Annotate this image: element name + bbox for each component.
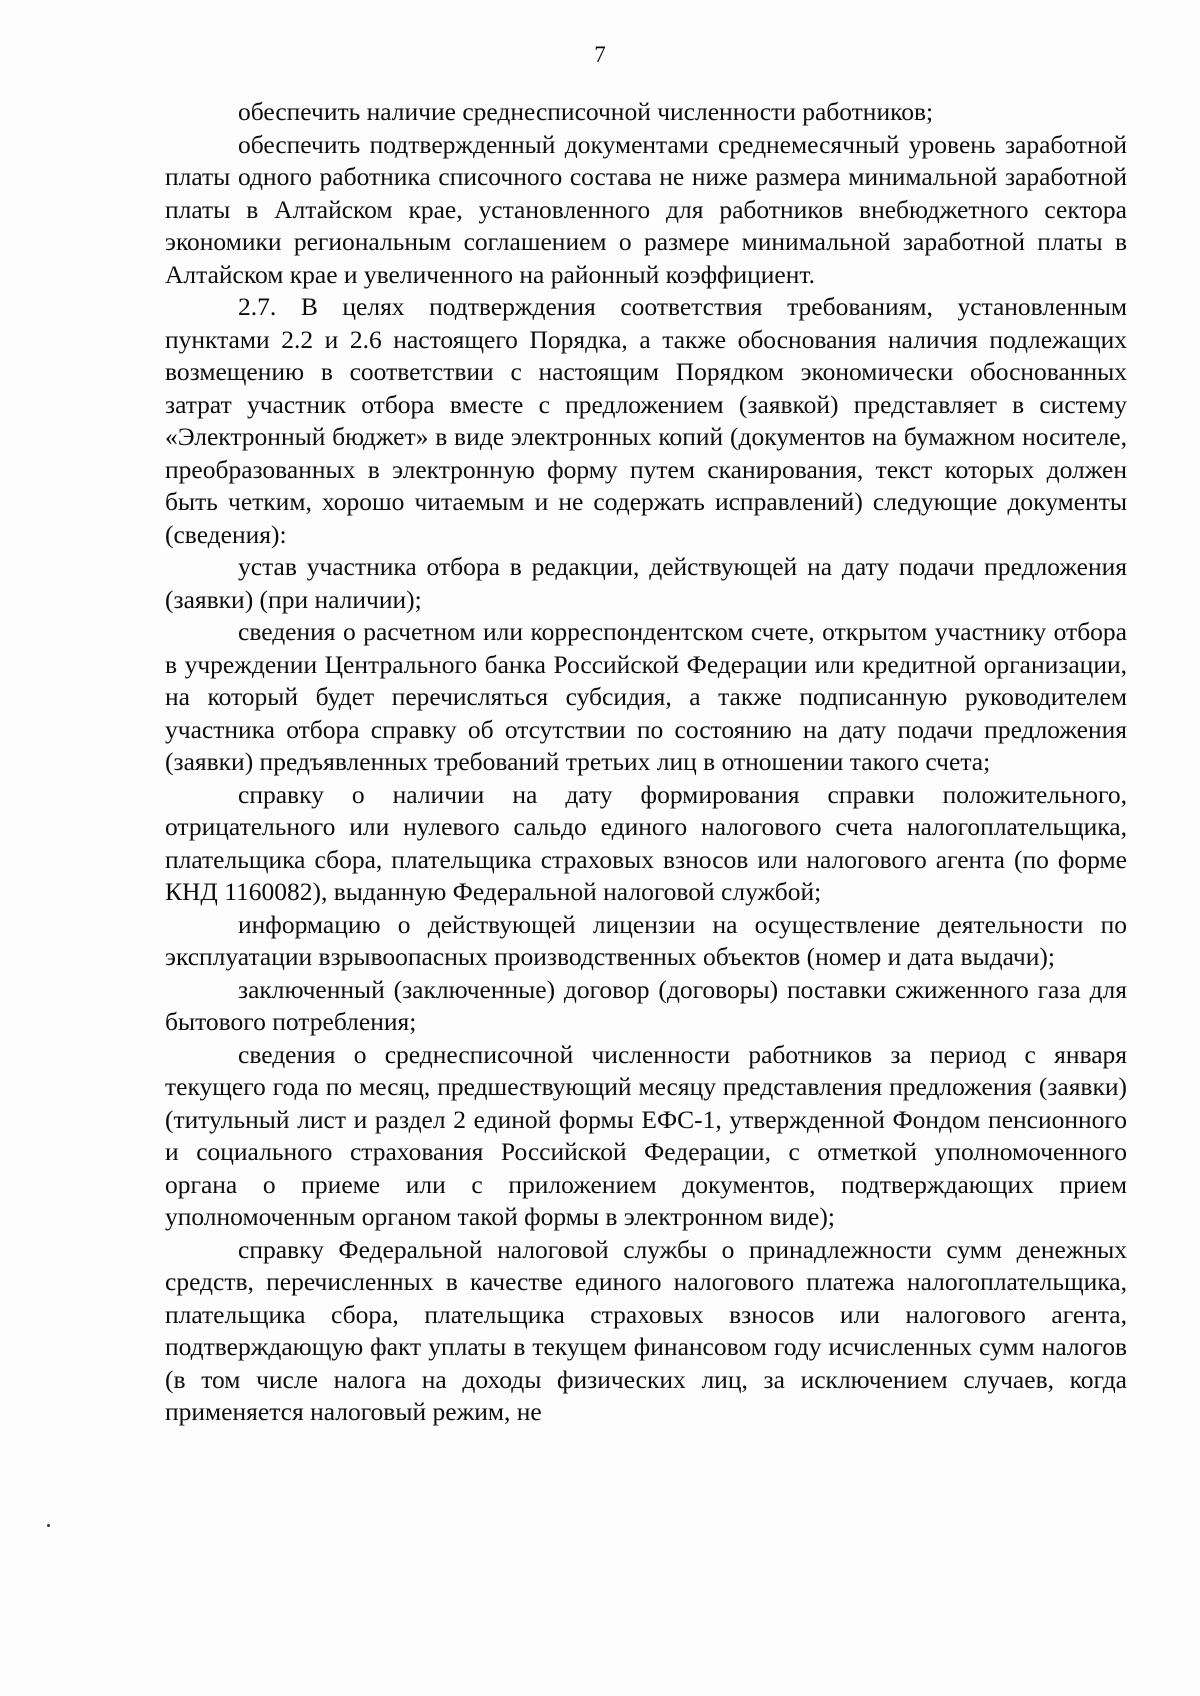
paragraph: информацию о действующей лицензии на осуществление деятельности по эксплуатации взрывоопасных производственных объектов (номер и дата выдачи); — [165, 909, 1127, 971]
paragraph: устав участника отбора в редакции, действующей на дату подачи предложения (заявки) (при наличии); — [165, 552, 1127, 614]
paragraph: обеспечить наличие среднесписочной численности работников; — [238, 97, 934, 126]
document-body — [165, 96, 1127, 1429]
paragraph: обеспечить подтвержденный документами среднемесячный уровень заработной платы одного работника списочного состава не ниже размера минимальной заработной платы в Алтайском крае, установленного для работников внебюджетного сектора экономики региональным соглашением о размере минимальной заработной платы в Алтайском крае и увеличенного на районный коэффициент. — [165, 129, 1127, 289]
paragraph: справку о наличии на дату формирования справки положительного, отрицательного или нулевого сальдо единого налогового счета налогоплательщика, плательщика сбора, плательщика страховых взносов или налогового агента (по форме КНД 1160082), выданную Федеральной налоговой службой; — [165, 779, 1127, 906]
scan-speck — [47, 1524, 50, 1527]
paragraph: сведения о расчетном или корреспондентском счете, открытом участнику отбора в учреждении Центрального банка Российской Федерации или кредитной организации, на который будет перечисляться субсидия, а также подписанную руководителем участника отбора справку об отсутствии по состоянию на дату подачи предложения (заявки) предъявленных требований третьих лиц в отношении такого счета; — [165, 617, 1127, 776]
paragraph: заключенный (заключенные) договор (договоры) поставки сжиженного газа для бытового потребления; — [165, 974, 1127, 1036]
paragraph: сведения о среднесписочной численности работников за период с января текущего года по месяц, предшествующий месяцу представления предложения (заявки) (титульный лист и раздел 2 единой формы ЕФС-1, утвержденной Фондом пенсионного и социального страхования Российской Федерации, с отметкой уполномоченного органа о приеме или с приложением документов, подтверждающих прием уполномоченным органом такой формы в электронном виде); — [165, 1039, 1127, 1231]
paragraph: справку Федеральной налоговой службы о принадлежности сумм денежных средств, перечисленных в качестве единого налогового платежа налогоплательщика, плательщика сбора, плательщика страховых взносов или налогового агента, подтверждающую факт уплаты в текущем финансовом году исчисленных сумм налогов (в том числе налога на доходы физических лиц, за исключением случаев, когда применяется налоговый режим, не — [165, 1234, 1127, 1426]
page-number: 7 — [594, 42, 606, 67]
paragraph: 2.7. В целях подтверждения соответствия требованиям, установленным пунктами 2.2 и 2.6 настоящего Порядка, а также обоснования наличия подлежащих возмещению в соответствии с настоящим Порядком экономически обоснованных затрат участник отбора вместе с предложением (заявкой) представляет в систему «Электронный бюджет» в виде электронных копий (документов на бумажном носителе, преобразованных в электронную форму путем сканирования, текст которых должен быть четким, хорошо читаемым и не содержать исправлений) следующие документы (сведения): — [165, 292, 1127, 549]
